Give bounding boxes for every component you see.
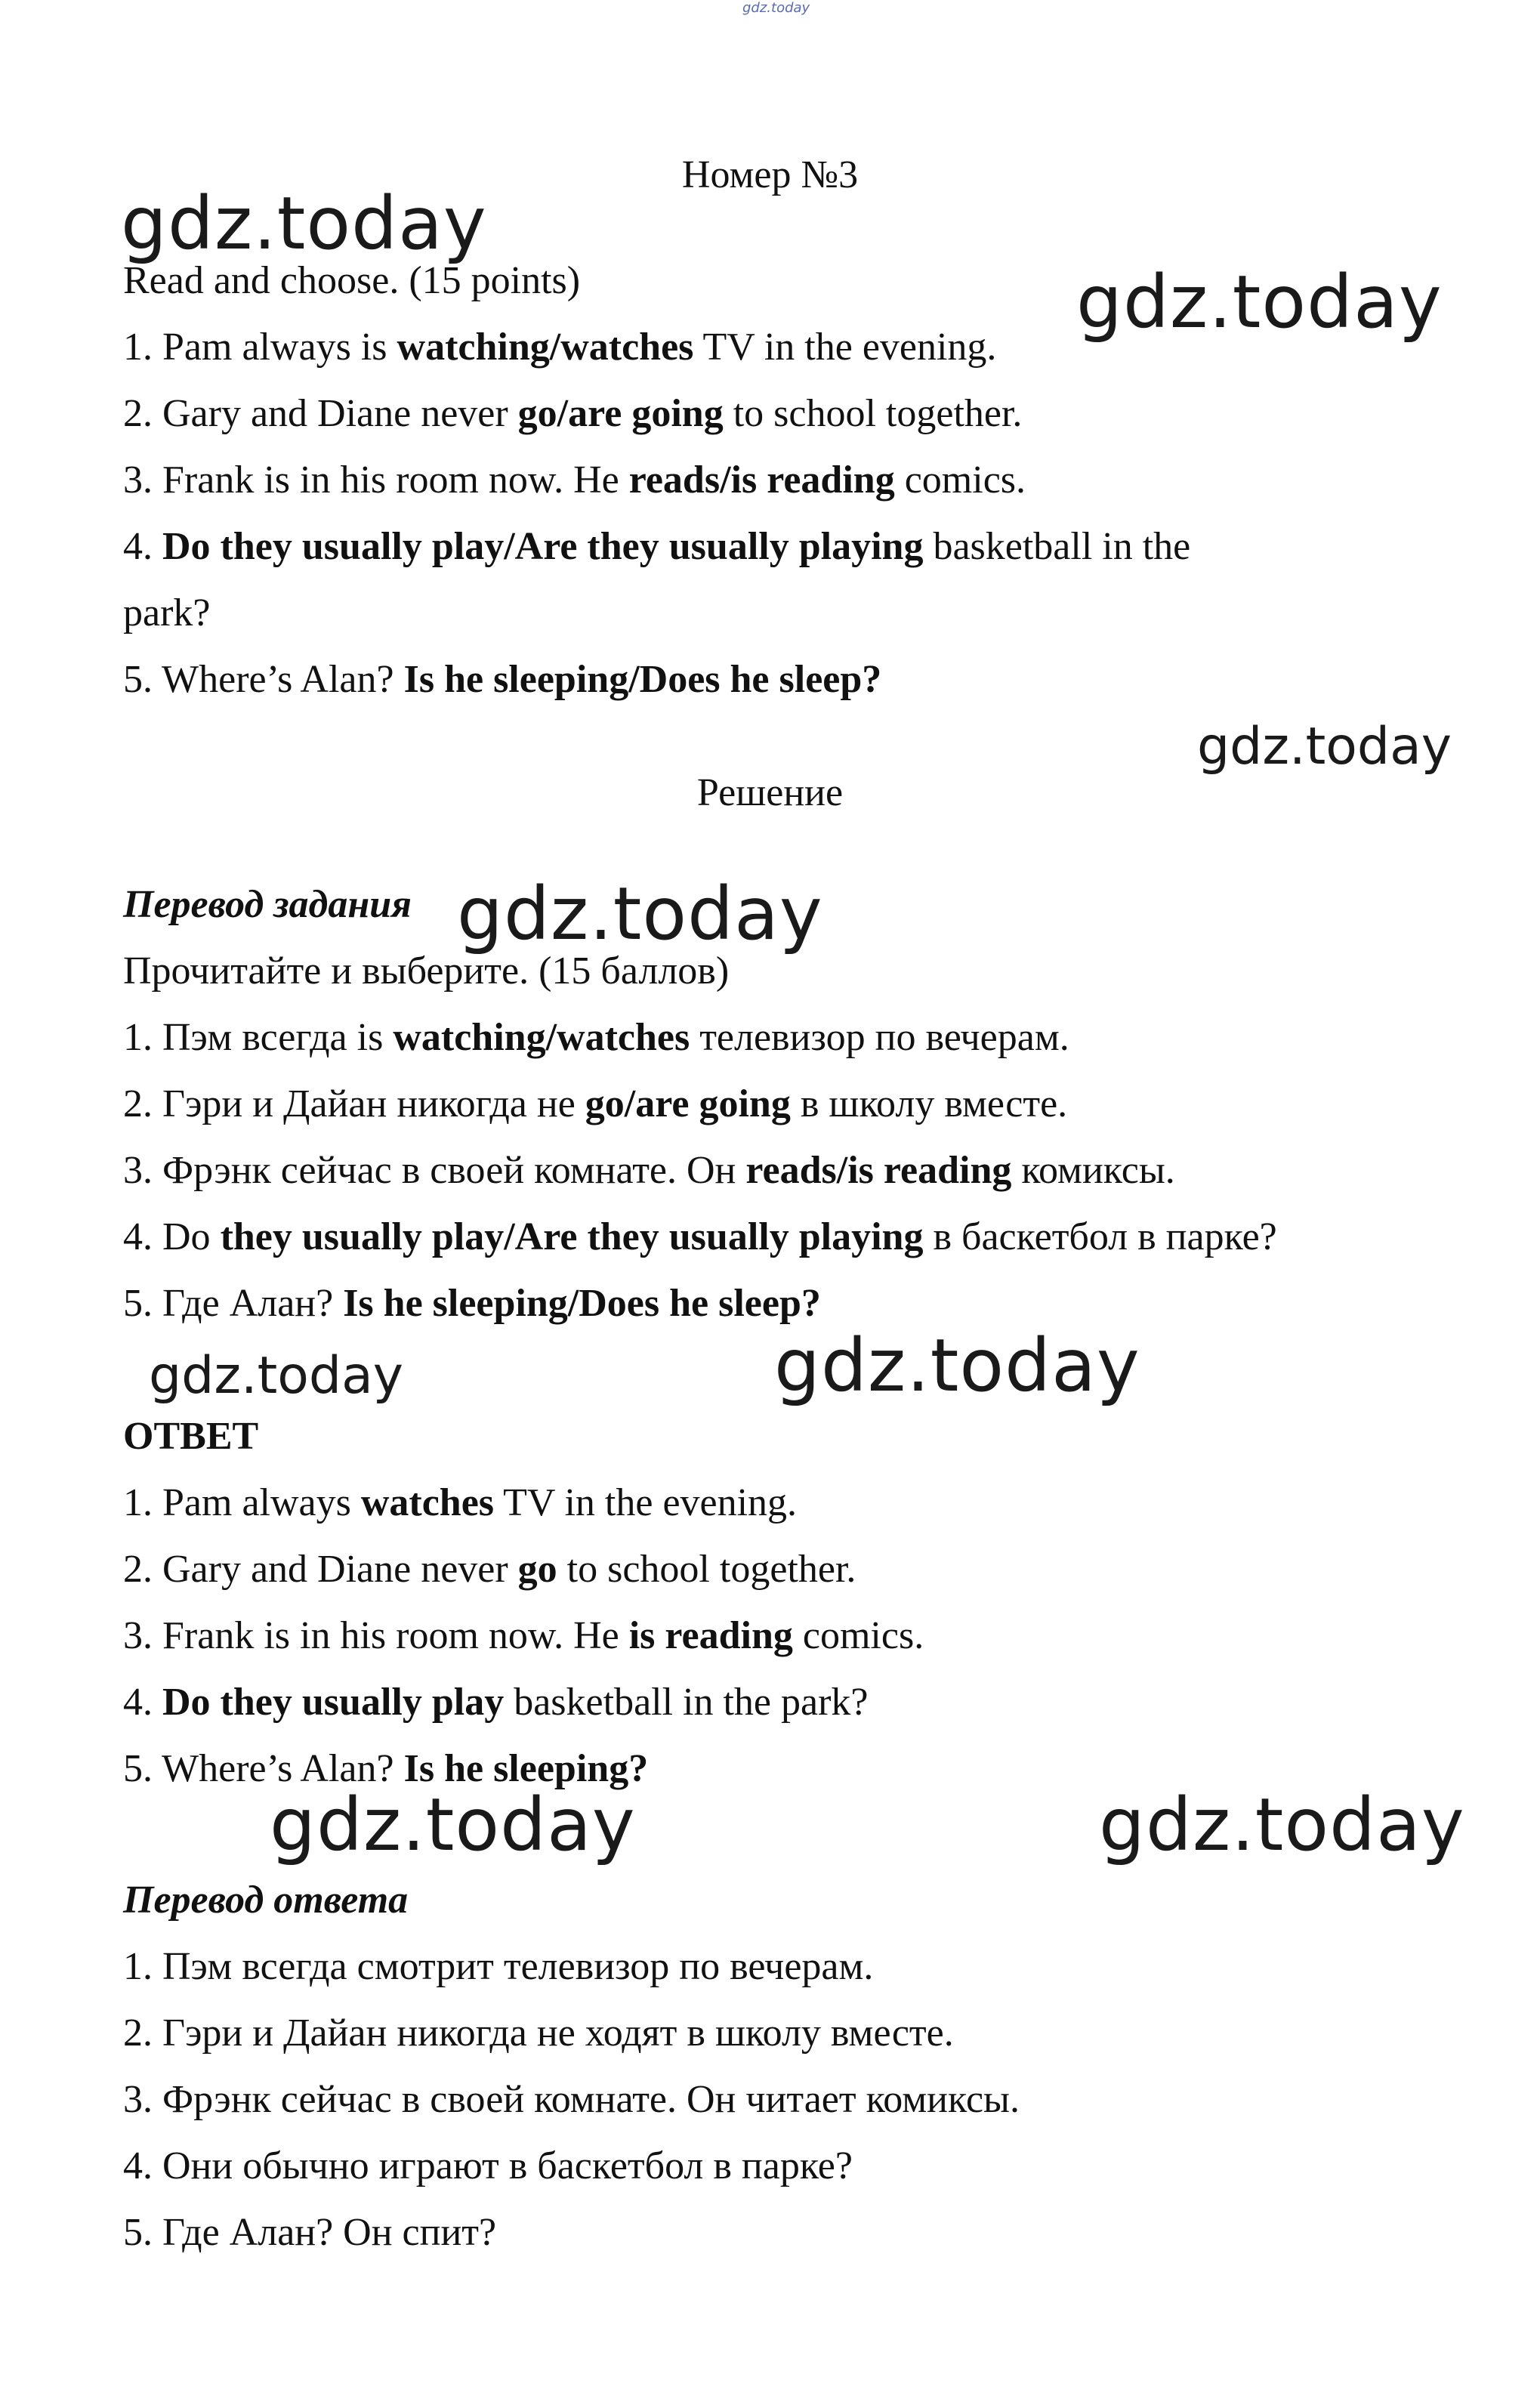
solution-title: Решение [696, 771, 844, 814]
watermark: gdz.today [1099, 1783, 1465, 1867]
watermark: gdz.today [1197, 717, 1452, 776]
watermark: gdz.today [1076, 260, 1443, 344]
watermark: gdz.today [270, 1783, 636, 1867]
translation-answer-item: 1. Пэм всегда смотрит телевизор по вечерам. [123, 1945, 874, 1988]
task-item: 1. Pam always is watching/watches TV in the evening. [123, 326, 997, 369]
translation-answer-heading: Перевод ответа [123, 1879, 409, 1922]
translation-answer-item: 2. Гэри и Дайан никогда не ходят в школу вместе. [123, 2011, 954, 2055]
task-item: 4. Do they usually play/Are they usually playing basketball in the [123, 525, 1191, 568]
translation-task-item: 1. Пэм всегда is watching/watches телевизор по вечерам. [123, 1016, 1069, 1059]
translation-task-instruction: Прочитайте и выберите. (15 баллов) [123, 949, 730, 993]
answer-item: 3. Frank is in his room now. He is reading comics. [123, 1614, 924, 1657]
watermark: gdz.today [774, 1323, 1140, 1408]
translation-answer-item: 3. Фрэнк сейчас в своей комнате. Он читает комиксы. [123, 2078, 1020, 2121]
translation-task-item: 3. Фрэнк сейчас в своей комнате. Он reads/is reading комиксы. [123, 1149, 1175, 1192]
watermark: gdz.today [149, 1346, 403, 1406]
task-instruction: Read and choose. (15 points) [123, 259, 581, 302]
task-item-continuation: park? [123, 591, 211, 634]
watermark: gdz.today [457, 872, 823, 956]
answer-item: 5. Where’s Alan? Is he sleeping? [123, 1747, 649, 1790]
translation-task-heading: Перевод задания [123, 883, 412, 926]
task-title: Номер №3 [681, 153, 859, 196]
answer-item: 1. Pam always watches TV in the evening. [123, 1481, 798, 1524]
task-item: 3. Frank is in his room now. He reads/is reading comics. [123, 458, 1026, 502]
watermark: gdz.today [121, 181, 487, 266]
translation-task-item: 4. Do they usually play/Are they usually playing в баскетбол в парке? [123, 1215, 1277, 1258]
task-item: 2. Gary and Diane never go/are going to school together. [123, 392, 1023, 435]
translation-task-item: 2. Гэри и Дайан никогда не go/are going в школу вместе. [123, 1082, 1068, 1125]
translation-answer-item: 5. Где Алан? Он спит? [123, 2211, 497, 2254]
answer-item: 4. Do they usually play basketball in the park? [123, 1681, 869, 1724]
watermark-top: gdz.today [742, 0, 810, 16]
translation-answer-item: 4. Они обычно играют в баскетбол в парке? [123, 2144, 853, 2187]
task-item: 5. Where’s Alan? Is he sleeping/Does he sleep? [123, 658, 882, 701]
translation-task-item: 5. Где Алан? Is he sleeping/Does he sleep? [123, 1282, 821, 1325]
answer-item: 2. Gary and Diane never go to school together. [123, 1548, 856, 1591]
answer-heading: ОТВЕТ [123, 1415, 259, 1458]
